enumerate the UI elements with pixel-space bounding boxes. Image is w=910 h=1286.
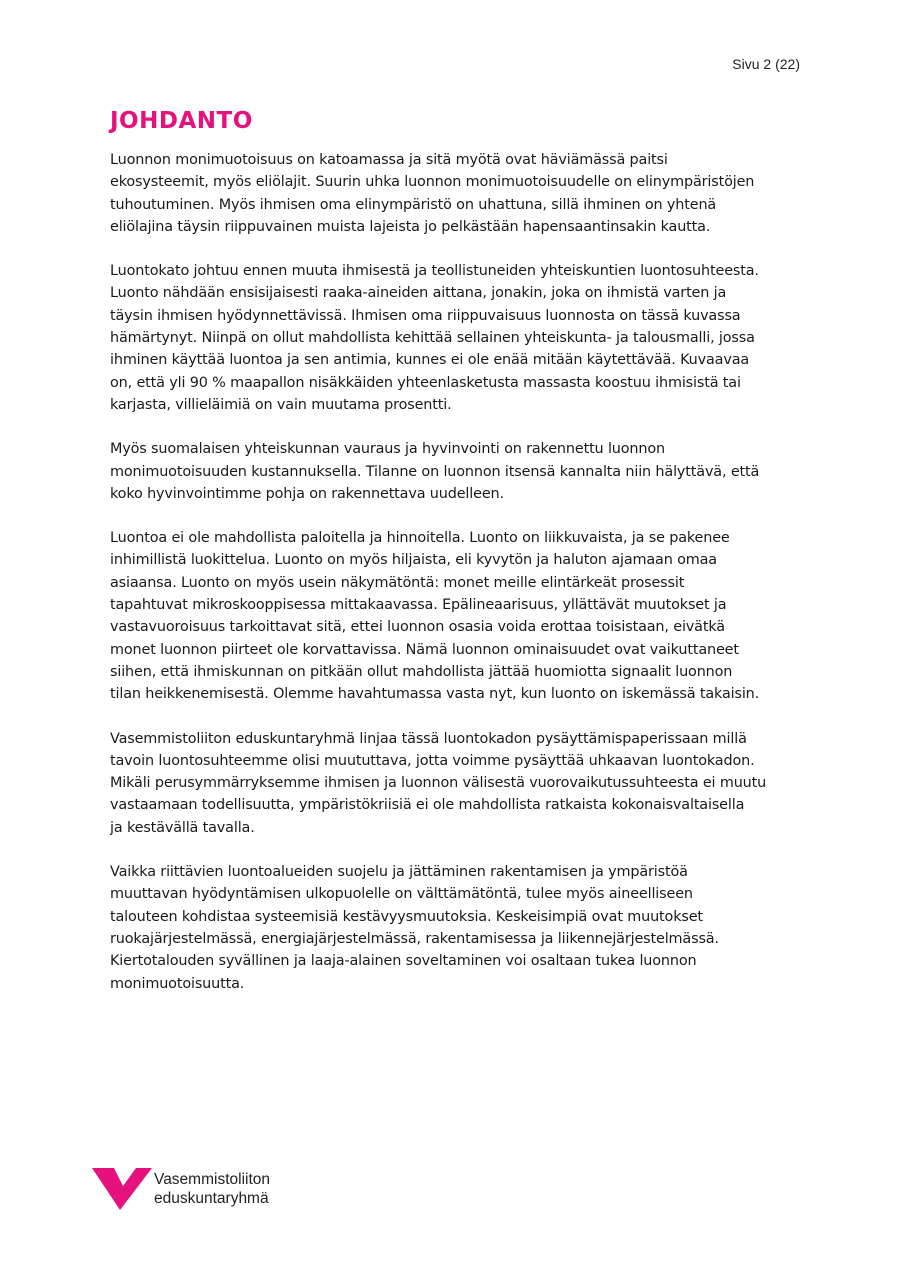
text-line: asiaansa. Luonto on myös usein näkymätöntä: monet meille elintärkeät prosessit: [110, 574, 685, 591]
text-line: Myös suomalaisen yhteiskunnan vauraus ja hyvinvointi on rakennettu luonnon: [110, 441, 665, 458]
paragraph-2: [110, 260, 802, 416]
text-line: talouteen kohdistaa systeemisiä kestävyysmuutoksia. Keskeisimpiä ovat muutokset: [110, 908, 703, 925]
footer-org-name: [154, 1170, 270, 1208]
text-line: hämärtynyt. Niinpä on ollut mahdollista kehittää sellainen yhteiskunta- ja talousmalli, jossa: [110, 330, 755, 347]
text-line: karjasta, villieläimiä on vain muutama prosentti.: [110, 396, 452, 413]
text-line: inhimillistä luokittelua. Luonto on myös hiljaista, eli kyvytön ja haluton ajamaan omaa: [110, 552, 717, 569]
vasemmistoliitto-v-logo-icon: [92, 1168, 152, 1210]
paragraph-1: [110, 149, 802, 238]
footer-org-line1: Vasemmistoliiton: [154, 1171, 271, 1188]
text-line: ekosysteemit, myös eliölajit. Suurin uhka luonnon monimuotoisuudelle on elinympäristöjen: [110, 174, 755, 191]
text-line: Vaikka riittävien luontoalueiden suojelu ja jättäminen rakentamisen ja ympäristöä: [110, 864, 688, 881]
text-line: tuhoutuminen. Myös ihmisen oma elinympäristö on uhattuna, sillä ihminen on yhtenä: [110, 196, 717, 213]
text-line: tavoin luontosuhteemme olisi muututtava, jotta voimme pysäyttää uhkaavan luontokadon.: [110, 752, 755, 769]
text-line: Luonto nähdään ensisijaisesti raaka-aineiden aittana, jonakin, joka on ihmistä varten ja: [110, 285, 727, 302]
text-line: Luonnon monimuotoisuus on katoamassa ja sitä myötä ovat häviämässä paitsi: [110, 152, 668, 168]
text-line: täysin ihmisen hyödynnettävissä. Ihmisen oma riippuvaisuus luonnosta on tässä kuvassa: [110, 307, 741, 324]
text-line: ja kestävällä tavalla.: [110, 819, 255, 836]
text-line: muuttavan hyödyntämisen ulkopuolelle on välttämätöntä, tulee myös aineelliseen: [110, 886, 693, 903]
body-text: [110, 149, 802, 1017]
text-line: vastavuoroisuus tarkoittavat sitä, ettei luonnon osasia voida erottaa toisistaan, eivätkä: [110, 619, 725, 636]
text-line: Luontoa ei ole mahdollista paloitella ja hinnoitella. Luonto on liikkuvaista, ja se pakenee: [110, 530, 730, 547]
text-line: koko hyvinvointimme pohja on rakennettava uudelleen.: [110, 485, 504, 502]
text-line: Vasemmistoliiton eduskuntaryhmä linjaa tässä luontokadon pysäyttämispaperissaan millä: [110, 730, 747, 747]
text-line: eliölajina täysin riippuvainen muista lajeista jo pelkästään hapensaantinsakin kautta.: [110, 218, 711, 235]
text-line: Kiertotalouden syvällinen ja laaja-alainen soveltaminen voi osaltaan tukea luonnon: [110, 953, 697, 970]
paragraph-5: [110, 728, 802, 839]
text-line: Luontokato johtuu ennen muuta ihmisestä ja teollistuneiden yhteiskuntien luontosuhteesta.: [110, 263, 759, 280]
text-line: tilan heikkenemisestä. Olemme havahtumassa vasta nyt, kun luonto on iskemässä takaisin.: [110, 686, 760, 703]
section-title: JOHDANTO: [110, 108, 253, 134]
text-line: monimuotoisuutta.: [110, 975, 245, 992]
text-line: on, että yli 90 % maapallon nisäkkäiden yhteenlasketusta massasta koostuu ihmisistä tai: [110, 374, 741, 391]
text-line: ihminen käyttää luontoa ja sen antimia, kunnes ei ole enää mitään käytettävää. Kuvaavaa: [110, 352, 750, 369]
footer-org-line2: eduskuntaryhmä: [154, 1190, 269, 1207]
text-line: monimuotoisuuden kustannuksella. Tilanne on luonnon itsensä kannalta niin hälyttävä, että: [110, 463, 760, 480]
paragraph-6: [110, 861, 802, 995]
text-line: tapahtuvat mikroskooppisessa mittakaavassa. Epälineaarisuus, yllättävät muutokset ja: [110, 597, 727, 614]
page-number: Sivu 2 (22): [732, 56, 800, 72]
text-line: Mikäli perusymmärryksemme ihmisen ja luonnon välisestä vuorovaikutussuhteesta ei muutu: [110, 775, 767, 792]
paragraph-4: [110, 527, 802, 705]
text-line: ruokajärjestelmässä, energiajärjestelmässä, rakentamisessa ja liikennejärjestelmässä.: [110, 930, 719, 947]
paragraph-3: [110, 438, 802, 505]
text-line: monet luonnon piirteet ole korvattavissa. Nämä luonnon ominaisuudet ovat vaikuttaneet: [110, 641, 739, 658]
text-line: siihen, että ihmiskunnan on pitkään ollut mahdollista jättää huomiotta signaalit luonnon: [110, 663, 733, 680]
text-line: vastaamaan todellisuutta, ympäristökriisiä ei ole mahdollista ratkaista kokonaisvaltaisella: [110, 797, 745, 814]
